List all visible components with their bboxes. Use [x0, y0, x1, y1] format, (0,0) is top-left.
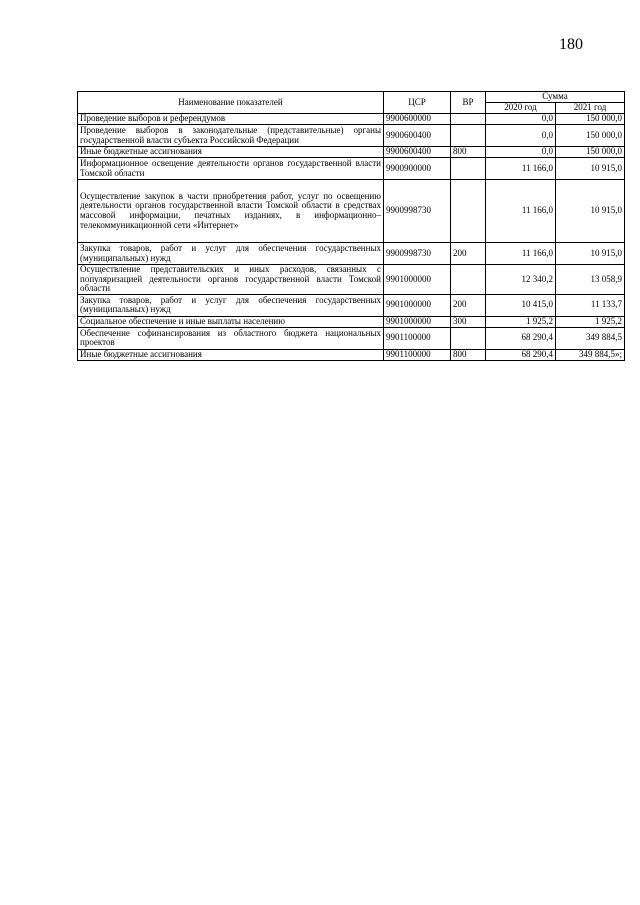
row-name: Осуществление закупок в части приобретения работ, услуг по освещению деятельности органов государственной власти Томской области в средствах массовой информации, печатных изданиях, в информационно–телекоммуникационной сети «Интернет» [78, 180, 384, 243]
row-name: Проведение выборов в законодательные (представительные) органы государственной власти субъекта Российской Федерации [78, 125, 384, 147]
table-row [78, 114, 625, 125]
row-sum-2020: 11 166,0 [486, 243, 556, 265]
row-csr: 9900998730 [384, 243, 451, 265]
header-sum: Сумма [486, 92, 625, 103]
row-name: Осуществление представительских и иных расходов, связанных с популяризацией деятельности органов государственной власти Томской области [78, 265, 384, 295]
row-vr: 800 [451, 349, 486, 360]
table-row [78, 349, 625, 360]
row-vr [451, 180, 486, 243]
row-sum-2020: 10 415,0 [486, 294, 556, 316]
row-vr: 200 [451, 294, 486, 316]
row-csr: 9901000000 [384, 294, 451, 316]
row-sum-2021: 10 915,0 [556, 180, 625, 243]
row-sum-2021: 150 000,0 [556, 147, 625, 158]
row-sum-2020: 11 166,0 [486, 180, 556, 243]
row-csr: 9900600400 [384, 147, 451, 158]
row-csr: 9901100000 [384, 327, 451, 349]
header-vr: ВР [451, 92, 486, 114]
row-name: Проведение выборов и референдумов [78, 114, 384, 125]
row-sum-2021: 150 000,0 [556, 114, 625, 125]
page-number: 180 [559, 36, 583, 53]
row-sum-2020: 0,0 [486, 125, 556, 147]
row-csr: 9901000000 [384, 316, 451, 327]
row-sum-2020: 12 340,2 [486, 265, 556, 295]
row-vr: 200 [451, 243, 486, 265]
table-row [78, 327, 625, 349]
row-sum-2021: 150 000,0 [556, 125, 625, 147]
header-year-2020: 2020 год [486, 103, 556, 114]
row-vr [451, 158, 486, 180]
row-name: Информационное освещение деятельности органов государственной власти Томской области [78, 158, 384, 180]
row-name: Закупка товаров, работ и услуг для обеспечения государственных (муниципальных) нужд [78, 243, 384, 265]
table-row [78, 125, 625, 147]
row-sum-2020: 11 166,0 [486, 158, 556, 180]
row-sum-2021: 349 884,5 [556, 327, 625, 349]
row-sum-2020: 68 290,4 [486, 327, 556, 349]
row-vr: 800 [451, 147, 486, 158]
table-row [78, 147, 625, 158]
row-sum-2020: 1 925,2 [486, 316, 556, 327]
row-sum-2021: 349 884,5»; [556, 349, 625, 360]
table-row [78, 265, 625, 295]
row-csr: 9900600400 [384, 125, 451, 147]
row-vr [451, 327, 486, 349]
row-sum-2020: 0,0 [486, 114, 556, 125]
row-vr [451, 265, 486, 295]
row-sum-2021: 10 915,0 [556, 158, 625, 180]
row-sum-2021: 10 915,0 [556, 243, 625, 265]
row-csr: 9900900000 [384, 158, 451, 180]
table-row [78, 316, 625, 327]
row-vr [451, 114, 486, 125]
header-csr: ЦСР [384, 92, 451, 114]
row-csr: 9901100000 [384, 349, 451, 360]
row-name: Обеспечение софинансирования из областного бюджета национальных проектов [78, 327, 384, 349]
row-sum-2020: 68 290,4 [486, 349, 556, 360]
table-row [78, 243, 625, 265]
budget-table [77, 91, 625, 361]
table-row [78, 158, 625, 180]
row-sum-2021: 1 925,2 [556, 316, 625, 327]
table-row [78, 294, 625, 316]
row-vr [451, 125, 486, 147]
header-year-2021: 2021 год [556, 103, 625, 114]
row-csr: 9901000000 [384, 265, 451, 295]
row-csr: 9900600000 [384, 114, 451, 125]
row-sum-2021: 11 133,7 [556, 294, 625, 316]
header-name: Наименование показателей [78, 92, 384, 114]
row-sum-2020: 0,0 [486, 147, 556, 158]
row-name: Закупка товаров, работ и услуг для обеспечения государственных (муниципальных) нужд [78, 294, 384, 316]
row-vr: 300 [451, 316, 486, 327]
table-row [78, 180, 625, 243]
row-name: Иные бюджетные ассигнования [78, 147, 384, 158]
row-csr: 9900998730 [384, 180, 451, 243]
row-name: Иные бюджетные ассигнования [78, 349, 384, 360]
row-name: Социальное обеспечение и иные выплаты населению [78, 316, 384, 327]
row-sum-2021: 13 058,9 [556, 265, 625, 295]
